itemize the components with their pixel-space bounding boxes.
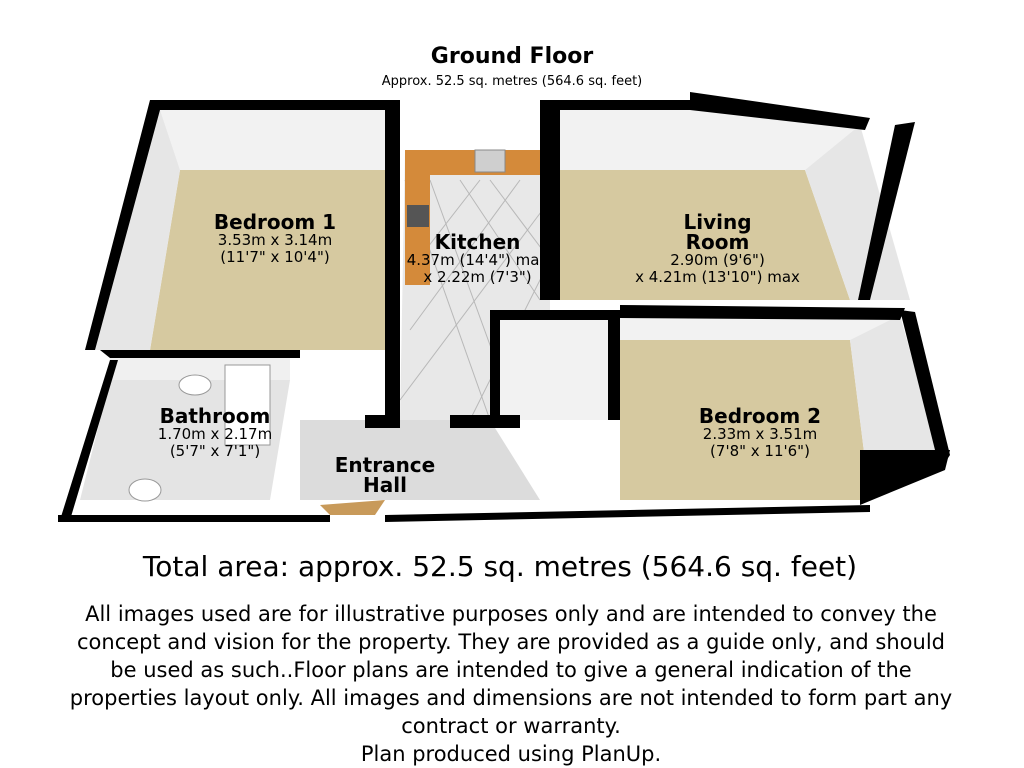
room-name-line2: Hall [363,473,407,497]
bedroom1-label [190,212,360,265]
room-dim-line1: 4.37m (14'4") max [406,251,549,269]
bedroom2-label [680,406,840,459]
room-name-line1: Living [683,210,752,234]
room-dim-imperial: (5'7" x 7'1") [169,441,261,460]
entrance-hall-label [325,455,445,495]
disclaimer-line: concept and vision for the property. They are provided as a guide only, and should [76,630,946,654]
wash-basin [179,375,211,395]
plan-title: Ground Floor [430,44,594,69]
kitchen-sink [475,150,505,172]
room-dim-line2: x 2.22m (7'3") [423,267,532,286]
disclaimer-line: be used as such..Floor plans are intended to give a general indication of the [110,658,912,682]
disclaimer-line: contract or warranty. [401,714,621,738]
disclaimer-line: All images used are for illustrative purposes only and are intended to convey the [85,602,937,626]
room-dim-line2: x 4.21m (13'10") max [635,267,800,286]
living-room-label [605,212,830,285]
room-name-line2: Room [685,230,750,254]
plan-subtitle: Approx. 52.5 sq. metres (564.6 sq. feet) [381,74,643,89]
corridor-face [500,315,610,420]
room-name: Bathroom [159,404,271,428]
total-area: Total area: approx. 52.5 sq. metres (564.6 sq. feet) [142,550,858,583]
room-dim-metric: 1.70m x 2.17m [157,425,273,443]
room-dim-metric: 2.33m x 3.51m [702,425,818,443]
room-dim-imperial: (7'8" x 11'6") [710,441,810,460]
disclaimer-line: properties layout only. All images and dimensions are not intended to form part any [69,686,953,710]
bathroom-label [135,406,295,459]
room-dim-imperial: (11'7" x 10'4") [220,247,330,266]
bedroom1-wall-face [160,110,385,170]
disclaimer-line: Plan produced using PlanUp. [360,742,662,766]
room-name: Bedroom 2 [698,404,822,428]
room-name-line1: Entrance [334,453,436,477]
toilet [129,479,161,501]
room-name: Bedroom 1 [213,210,337,234]
room-name: Kitchen [434,230,521,254]
kitchen-hob [407,205,429,227]
room-dim-metric: 3.53m x 3.14m [217,231,333,249]
room-dim-line1: 2.90m (9'6") [670,251,765,269]
front-door [320,500,385,515]
kitchen-label [385,232,570,285]
disclaimer [16,600,1006,768]
